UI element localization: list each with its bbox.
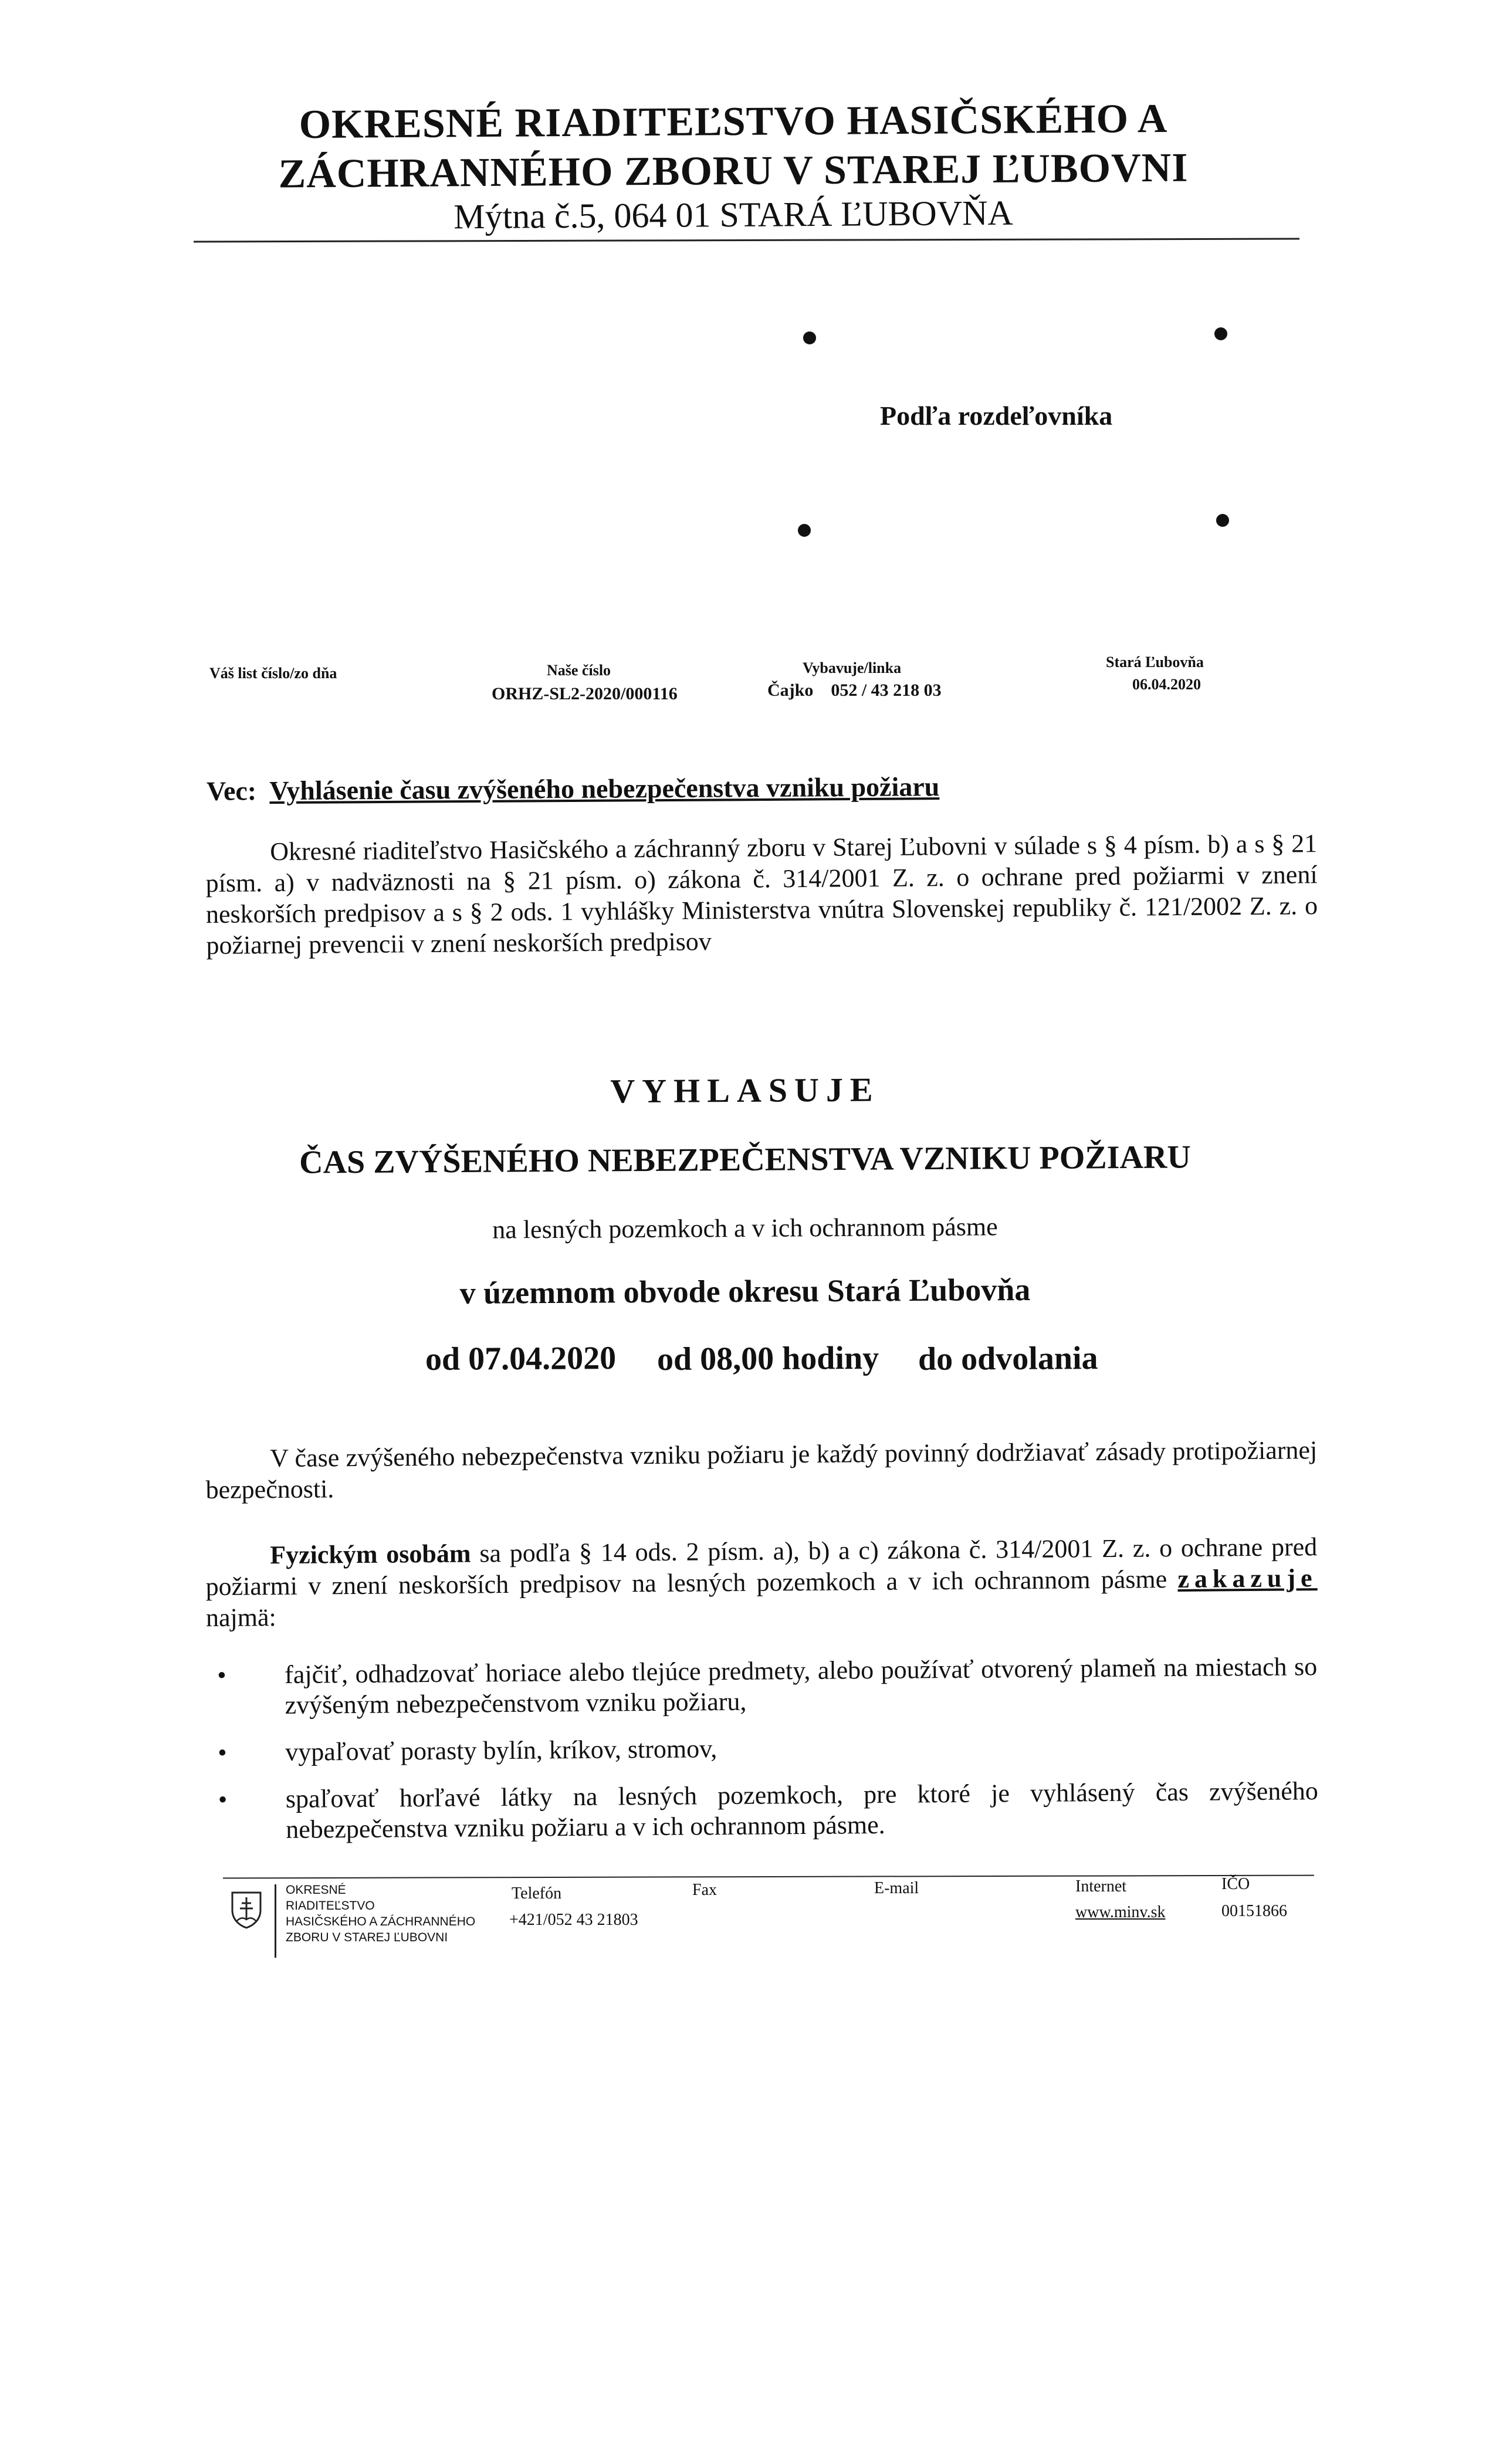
bullet-icon: • <box>218 1738 227 1767</box>
footer-org-line: ZBORU V STAREJ ĽUBOVNI <box>286 1931 448 1944</box>
period-until: do odvolania <box>918 1340 1098 1377</box>
list-item <box>206 1729 1318 1768</box>
place-label: Stará Ľubovňa <box>1106 654 1204 671</box>
footer-internet-label: Internet <box>1075 1877 1127 1896</box>
bullet-icon: • <box>217 1660 226 1690</box>
footer-org-line: OKRESNÉ <box>286 1883 346 1897</box>
bullet-icon: • <box>218 1785 228 1814</box>
prohibition-item-1: fajčiť, odhadzovať horiace alebo tlejúce predmety, alebo používať otvorený plameň na miestach so zvýšeným nebezpečenstvom vzniku požiaru, <box>285 1652 1318 1720</box>
prohibition-keyword: zakazuje <box>1177 1563 1318 1593</box>
header-divider <box>194 238 1299 243</box>
prohibition-tail: najmä: <box>205 1603 276 1632</box>
our-number-value: ORHZ-SL2-2020/000116 <box>492 684 678 703</box>
coat-of-arms-icon <box>230 1890 263 1929</box>
handled-by-value: Čajko 052 / 43 218 03 <box>767 681 942 700</box>
declaration-scope: na lesných pozemkoch a v ich ochrannom pásme <box>492 1212 998 1244</box>
prohibition-text: sa podľa § 14 ods. 2 písm. a), b) a c) zákona č. 314/2001 Z. z. o ochrane pred požiarmi v znení neskorších predpisov na lesných pozemkoch a v ich ochrannom pásme <box>205 1532 1318 1601</box>
footer-email-label: E-mail <box>874 1879 919 1897</box>
footer-org-name <box>286 1882 475 1945</box>
intro-paragraph: Okresné riaditeľstvo Hasičského a záchranný zboru v Starej Ľubovni v súlade s § 4 písm. b) a s § 21 písm. a) v nadväznosti na § 21 písm. o) zákona č. 314/2001 Z. z. o ochrane pred požiarmi v znení neskorších predpisov a s § 2 ods. 1 vyhlášky Ministerstva vnútra Slovenskej republiky č. 121/2002 Z. z. o požiarnej prevencii v znení neskorších predpisov <box>205 829 1318 960</box>
footer-phone-value: +421/052 43 21803 <box>509 1911 638 1929</box>
duty-paragraph: V čase zvýšeného nebezpečenstva vzniku požiaru je každý povinný dodržiavať zásady protipožiarnej bezpečnosti. <box>205 1436 1318 1504</box>
address-window-mark-top-left <box>803 331 816 344</box>
footer-org-line: RIADITEĽSTVO <box>286 1899 375 1913</box>
prohibition-item-3: spaľovať horľavé látky na lesných pozemkoch, pre ktoré je vyhlásený čas zvýšeného nebezpečenstva vzniku požiaru a v ich ochrannom pásme. <box>285 1776 1318 1844</box>
handled-by-label: Vybavuje/linka <box>803 659 902 676</box>
footer-separator <box>275 1884 276 1958</box>
letter-date: 06.04.2020 <box>1132 676 1201 693</box>
footer-phone-label: Telefón <box>512 1884 562 1903</box>
prohibition-paragraph <box>205 1531 1318 1633</box>
prohibition-list <box>205 1651 1319 1862</box>
period-from-hour: od 08,00 hodiny <box>656 1339 879 1378</box>
footer-internet-link[interactable]: www.minv.sk <box>1075 1903 1166 1921</box>
your-letter-label: Váš list číslo/zo dňa <box>209 665 337 682</box>
list-item <box>205 1651 1318 1721</box>
footer-ico-value: 00151866 <box>1221 1902 1287 1920</box>
period-from-date: od 07.04.2020 <box>425 1340 617 1377</box>
org-address: Mýtna č.5, 064 01 STARÁ ĽUBOVŇA <box>453 193 1013 236</box>
declaration-verb: VYHLASUJE <box>610 1070 880 1111</box>
org-name-line1: OKRESNÉ RIADITEĽSTVO HASIČSKÉHO A <box>299 96 1168 148</box>
subject-label: Vec: <box>206 776 257 806</box>
footer-fax-label: Fax <box>692 1881 717 1899</box>
subject-text: Vyhlásenie času zvýšeného nebezpečenstva vzniku požiaru <box>269 771 940 806</box>
our-number-label: Naše číslo <box>547 662 611 679</box>
footer-divider <box>223 1875 1314 1879</box>
address-window-mark-bottom-right <box>1216 514 1229 527</box>
org-name-line2: ZÁCHRANNÉHO ZBORU V STAREJ ĽUBOVNI <box>278 145 1189 197</box>
address-window-mark-top-right <box>1214 327 1227 340</box>
list-item <box>207 1776 1319 1846</box>
address-window-mark-bottom-left <box>798 524 811 537</box>
footer-org-line: HASIČSKÉHO A ZÁCHRANNÉHO <box>286 1915 476 1928</box>
recipient: Podľa rozdeľovníka <box>880 401 1113 431</box>
declaration-title: ČAS ZVÝŠENÉHO NEBEZPEČENSTVA VZNIKU POŽIARU <box>299 1139 1191 1181</box>
footer-ico-label: IČO <box>1221 1875 1250 1893</box>
declaration-area: v územnom obvode okresu Stará Ľubovňa <box>459 1272 1031 1311</box>
prohibition-lead: Fyzickým osobám <box>270 1539 471 1570</box>
subject-line <box>207 771 940 807</box>
prohibition-item-2: vypaľovať porasty bylín, kríkov, stromov, <box>285 1734 717 1766</box>
